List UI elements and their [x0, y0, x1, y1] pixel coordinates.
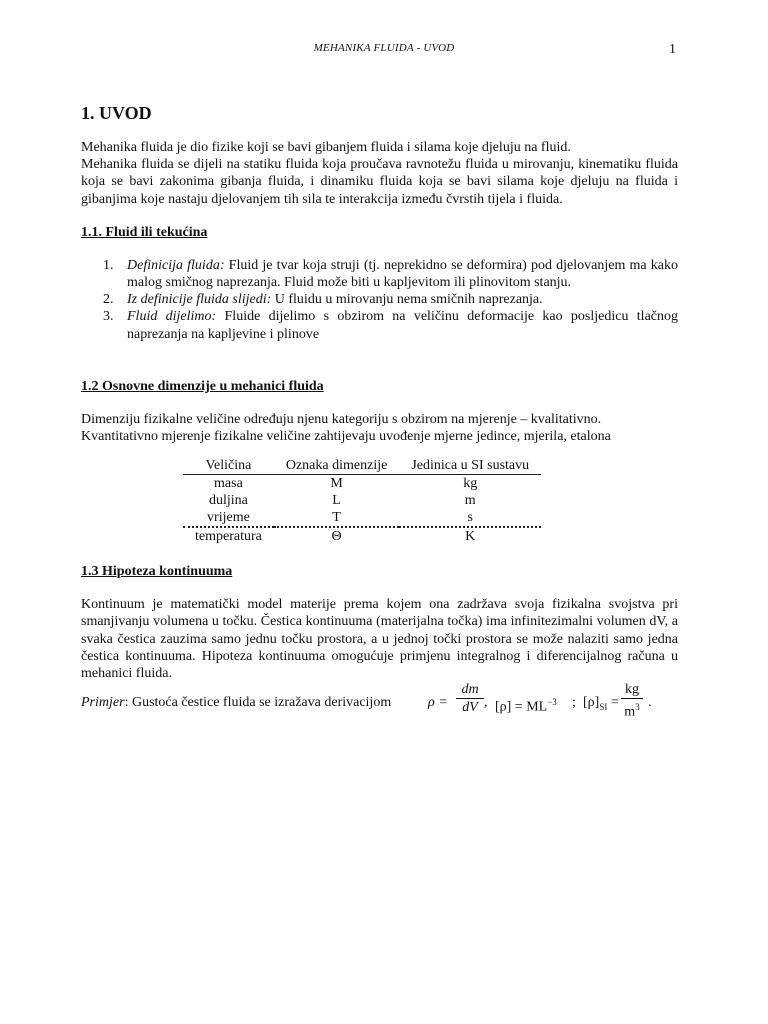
table-cell: masa [214, 476, 243, 492]
si-denominator [621, 700, 643, 720]
formula-dimension [495, 694, 557, 716]
column-header-quantity: Veličina [183, 457, 274, 475]
table-row [183, 527, 541, 545]
list-lead: Fluid dijelimo: [127, 309, 217, 325]
dimension-exponent: −3 [547, 697, 557, 708]
si-equals: = [610, 695, 619, 711]
column-header-si-unit: Jedinica u SI sustavu [399, 457, 541, 475]
table-cell: M [330, 476, 343, 492]
paragraph-intro-line1: Mehanika fluida je dio fizike koji se bavi gibanjem fluida i silama koje djeluju na fluid. [81, 140, 571, 155]
list-item [81, 257, 678, 291]
formula-denominator: dV [462, 700, 478, 716]
section-title-uvod: 1. UVOD [81, 103, 152, 123]
list-number: 2. [103, 292, 114, 308]
table-cell: s [399, 509, 541, 527]
list-number: 3. [103, 309, 114, 325]
column-header-dimension: Oznaka dimenzije [274, 457, 399, 475]
dimensions-table [183, 457, 541, 545]
definition-list [81, 257, 678, 343]
si-lhs: [ρ] [583, 695, 600, 711]
page-number: 1 [669, 42, 676, 57]
paragraph-dimensions-line2: Kvantitativno mjerenje fizikalne veličine zahtijevaju uvođenje mjerne jedince, mjerila, etalona [81, 429, 611, 445]
example-line [81, 682, 678, 726]
table-cell: Θ [331, 529, 342, 545]
section-title-fluid: 1.1. Fluid ili tekućina [81, 224, 208, 240]
table-row [183, 492, 541, 509]
si-subscript: SI [599, 702, 608, 713]
list-text: Fluid je tvar koja struji (tj. neprekidno se deformira) pod djelovanjem ma kako malog smičnog naprezanja. Fluid može biti u kapljevitom ili plinovitom stanju. [127, 257, 678, 291]
table-cell: L [332, 493, 341, 509]
list-text: Fluide dijelimo s obzirom na veličinu deformacije kao posljedicu tlačnog naprezanja na kapljevine i plinove [127, 309, 678, 342]
list-item [81, 291, 678, 308]
list-lead: Iz definicije fluida slijedi: [127, 292, 272, 308]
formula-numerator: dm [461, 682, 479, 698]
table-cell: T [274, 509, 399, 527]
list-lead: Definicija fluida: [127, 257, 225, 273]
example-text [81, 694, 391, 711]
running-header: MEHANIKA FLUIDA - UVOD [313, 42, 455, 54]
table-cell: m [464, 493, 476, 509]
paragraph-continuum: Kontinuum je matematički model materije prema kojem ona zadržava svoja fizikalna svojstva pri smanjivanju volumena u točku. Čestica kontinuuma (materijalna točka) ima infinitezimalni volumen dV, a svaka čestica zauzima samo jednu točku prostora, a u jednoj točki prostora se može nalaziti samo jedna čestica kontinuuma. Hipoteza kontinuuma omogućuje primjenu integralnog i diferencijalnog računa u mehanici fluida. [81, 597, 678, 682]
si-numerator: kg [625, 682, 639, 698]
section-title-continuum: 1.3 Hipoteza kontinuuma [81, 564, 233, 580]
table-cell: K [465, 529, 476, 545]
example-body: : Gustoća čestice fluida se izražava derivacijom [124, 695, 392, 711]
formula-si [583, 694, 619, 716]
list-text: U fluidu u mirovanju nema smičnih naprezanja. [271, 292, 543, 308]
table-row [183, 509, 541, 527]
table-header-row [183, 457, 541, 475]
page-content [81, 102, 678, 726]
formula-comma: , [484, 695, 488, 711]
fraction-bar [456, 698, 484, 699]
table-row [183, 475, 541, 493]
table-cell: vrijeme [183, 509, 274, 527]
formula-rho: ρ = [428, 695, 448, 711]
example-lead: Primjer [81, 695, 125, 711]
list-number: 1. [103, 257, 114, 273]
paragraph-intro: Mehanika fluida se dijeli na statiku fluida koja proučava ravnotežu fluida u mirovanju, kinematiku fluida koja se bavi zakonima gibanja fluida, i dinamiku fluida koja se bavi silama koje djeluju na fluida i gibanjima koje nastaju djelovanjem tih sila te interakcija između čvrstih tijela i fluida. [81, 157, 678, 207]
dimension-lhs: [ρ] = ML [495, 699, 548, 715]
formula-derivative [456, 682, 484, 715]
table-cell: kg [463, 476, 478, 492]
formula-semicolon: ; [572, 695, 576, 711]
fraction-bar [621, 698, 643, 699]
si-den-exponent: 3 [635, 702, 640, 713]
formula-period: . [648, 695, 652, 711]
table-cell: temperatura [195, 529, 262, 545]
formula-si-fraction [621, 682, 643, 720]
section-title-dimensions: 1.2 Osnovne dimenzije u mehanici fluida [81, 378, 324, 394]
si-den-base: m [624, 704, 636, 720]
list-item [81, 308, 678, 342]
table-cell: duljina [208, 493, 248, 509]
paragraph-dimensions-line1: Dimenziju fizikalne veličine određuju njenu kategoriju s obzirom na mjerenje – kvalitativno. [81, 411, 602, 427]
